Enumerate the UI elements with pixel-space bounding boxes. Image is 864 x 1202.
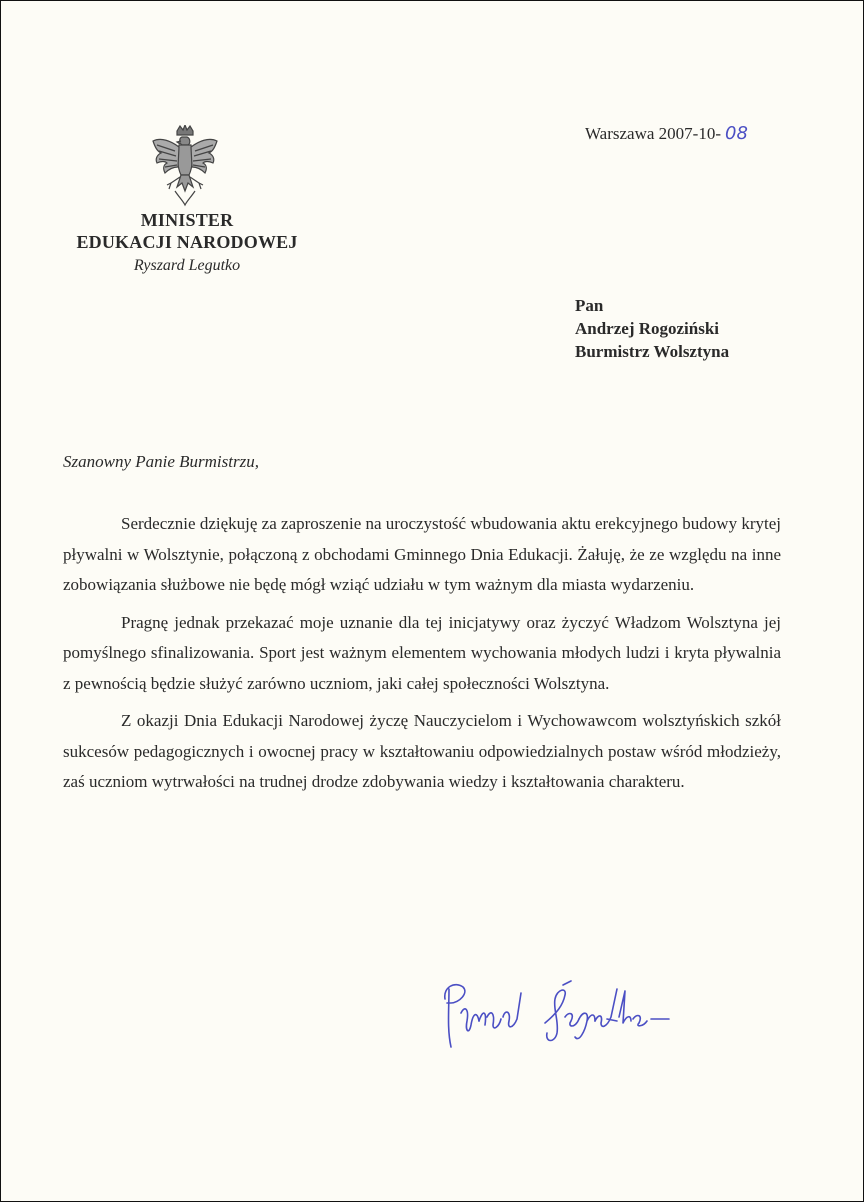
letter-body [63, 509, 781, 805]
addressee-line2: Andrzej Rogoziński [575, 319, 720, 338]
minister-title-line1: MINISTER [140, 210, 234, 230]
minister-title-line2: EDUKACJI NARODOWEJ [76, 232, 298, 252]
date-prefix: Warszawa 2007-10- [585, 124, 721, 143]
paragraph: Z okazji Dnia Edukacji Narodowej życzę Nauczycielom i Wychowawcom wolsztyńskich szkół sukcesów pedagogicznych i owocnej pracy w kształtowaniu odpowiedzialnych postaw wśród młodzieży, zaś uczniom wytrwałości na trudnej drodze zdobywania wiedzy i kształtowania charakteru. [63, 711, 781, 791]
minister-name: Ryszard Legutko [133, 257, 241, 274]
handwritten-signature-icon [433, 969, 683, 1059]
paragraph: Serdecznie dziękuję za zaproszenie na uroczystość wbudowania aktu erekcyjnego budowy krytej pływalni w Wolsztynie, połączoną z obchodami Gminnego Dnia Edukacji. Żałuję, że ze względu na inne zobowiązania służbowe nie będę mógł wziąć udziału w tym ważnym dla miasta wydarzeniu. [63, 514, 781, 594]
addressee-line3: Burmistrz Wolsztyna [575, 342, 730, 361]
minister-title [61, 209, 313, 253]
handwritten-day: 08 [725, 123, 748, 144]
paragraph: Pragnę jednak przekazać moje uznanie dla tej inicjatywy oraz życzyć Władzom Wolsztyna jej pomyślnego sfinalizowania. Sport jest ważnym elementem wychowania młodych ludzi i kryta pływalnia z pewnością będzie służyć zarówno uczniom, jaki całej społeczności Wolsztyna. [63, 612, 781, 693]
letter-date [585, 123, 748, 144]
addressee-block [575, 294, 729, 363]
salutation: Szanowny Panie Burmistrzu, [63, 452, 259, 471]
addressee-line1: Pan [575, 296, 604, 315]
polish-eagle-emblem-icon [149, 125, 221, 207]
